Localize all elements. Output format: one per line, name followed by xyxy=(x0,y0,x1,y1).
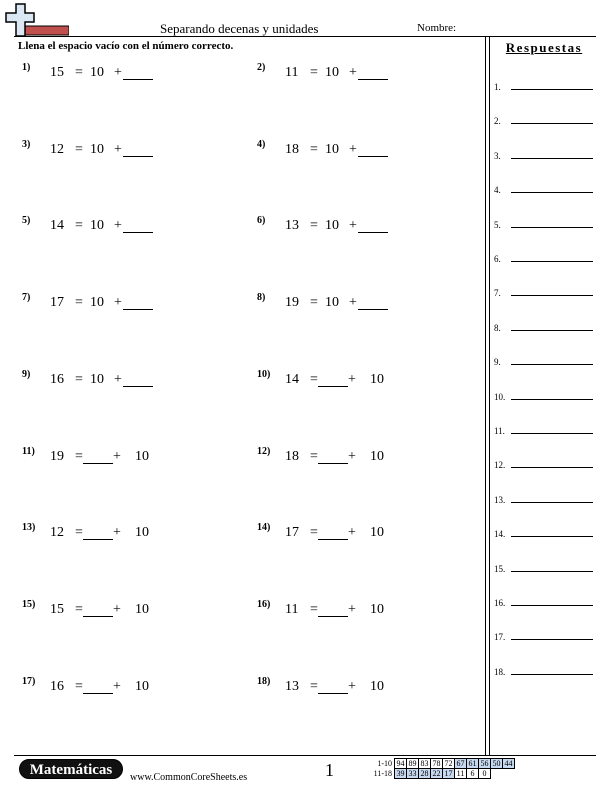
score-cell: 11 xyxy=(455,769,467,779)
problem-number: 10) xyxy=(257,368,271,380)
number: 18 xyxy=(285,448,299,464)
answer-number: 5. xyxy=(494,219,501,230)
answer-line[interactable] xyxy=(494,422,594,436)
number: 10 xyxy=(325,65,339,80)
plus-sign: + xyxy=(349,295,357,311)
number: 10 xyxy=(370,525,384,541)
number: 10 xyxy=(370,678,384,694)
answer-number: 6. xyxy=(494,254,501,264)
plus-sign: + xyxy=(349,141,357,157)
score-cell: 61 xyxy=(468,759,477,768)
plus-sign: + xyxy=(348,525,356,541)
score-row xyxy=(370,769,515,779)
answer-number: 8. xyxy=(494,322,501,333)
problem-number: 1) xyxy=(22,62,31,73)
score-cell: 50 xyxy=(492,759,501,768)
equals-sign: = xyxy=(75,295,83,311)
answer-line[interactable] xyxy=(494,319,594,333)
answer-line[interactable] xyxy=(494,456,594,470)
site-url: www.CommonCoreSheets.es xyxy=(130,772,248,783)
answer-line[interactable] xyxy=(494,663,594,677)
number: 17 xyxy=(285,525,299,541)
answer-number: 9. xyxy=(494,357,501,368)
problem xyxy=(257,215,457,238)
problem xyxy=(257,445,457,469)
answer-line[interactable] xyxy=(494,560,594,574)
problem-number: 3) xyxy=(22,138,31,150)
number: 11 xyxy=(285,65,299,80)
equals-sign: = xyxy=(310,601,318,617)
plus-sign: + xyxy=(114,218,122,234)
answer-blank[interactable] xyxy=(123,232,153,233)
answer-number: 11. xyxy=(494,426,505,436)
score-cell: 28 xyxy=(420,769,429,778)
score-table xyxy=(370,758,515,779)
answer-number: 14. xyxy=(494,529,506,540)
problem-number: 12) xyxy=(257,445,271,457)
equals-sign: = xyxy=(75,141,83,157)
number: 14 xyxy=(285,371,299,387)
number: 10 xyxy=(90,141,104,157)
answer-column-divider xyxy=(489,37,490,755)
score-cell: 78 xyxy=(432,759,441,768)
answer-line[interactable] xyxy=(494,388,594,402)
answer-blank[interactable] xyxy=(123,79,153,80)
answer-line[interactable] xyxy=(494,250,594,264)
problem xyxy=(22,215,222,238)
problem xyxy=(22,598,222,622)
score-cell: 67 xyxy=(456,759,465,768)
equals-sign: = xyxy=(310,218,318,234)
answer-line[interactable] xyxy=(494,181,594,195)
equals-sign: = xyxy=(75,448,83,464)
problem xyxy=(22,368,222,392)
number: 10 xyxy=(370,371,384,387)
answer-number: 13. xyxy=(494,494,506,505)
answer-blank[interactable] xyxy=(511,502,593,503)
number: 15 xyxy=(50,601,64,617)
answer-blank[interactable] xyxy=(511,192,593,193)
answer-blank[interactable] xyxy=(511,674,593,675)
number: 10 xyxy=(90,218,104,234)
plus-sign: + xyxy=(114,65,122,80)
answer-blank[interactable] xyxy=(511,605,593,606)
number: 10 xyxy=(90,65,104,80)
plus-sign: + xyxy=(348,371,356,387)
answer-blank[interactable] xyxy=(511,467,593,468)
answer-line[interactable] xyxy=(494,147,594,161)
answer-number: 4. xyxy=(494,185,501,196)
number: 10 xyxy=(135,448,149,464)
score-cell: 33 xyxy=(408,769,417,778)
answer-line[interactable] xyxy=(494,525,594,539)
problem-number: 16) xyxy=(257,598,271,610)
problem xyxy=(257,138,457,162)
header-divider xyxy=(14,36,596,37)
answer-column-divider xyxy=(485,37,486,755)
number: 10 xyxy=(90,295,104,311)
number: 19 xyxy=(50,448,64,464)
score-cell: 89 xyxy=(408,759,417,768)
problem-number: 13) xyxy=(22,522,36,534)
answer-blank[interactable] xyxy=(318,386,348,387)
score-cell: 6 xyxy=(467,769,479,779)
answer-number: 18. xyxy=(494,666,506,677)
problem xyxy=(257,62,457,85)
problem xyxy=(22,445,222,469)
number: 10 xyxy=(325,141,339,157)
score-cell: 72 xyxy=(444,759,453,768)
brand-badge: Matemáticas xyxy=(19,759,123,779)
problem xyxy=(257,598,457,622)
number: 10 xyxy=(325,218,339,234)
number: 10 xyxy=(135,678,149,694)
number: 10 xyxy=(135,525,149,541)
problem xyxy=(22,62,222,85)
answer-blank[interactable] xyxy=(83,693,113,694)
answer-blank[interactable] xyxy=(511,89,593,90)
number: 12 xyxy=(50,525,64,541)
answer-blank[interactable] xyxy=(83,463,113,464)
number: 13 xyxy=(285,218,299,234)
number: 19 xyxy=(285,295,299,311)
score-cell: 17 xyxy=(444,769,453,778)
answer-blank[interactable] xyxy=(358,79,388,80)
equals-sign: = xyxy=(310,678,318,694)
footer-divider xyxy=(14,755,596,756)
problem-number: 18) xyxy=(257,675,271,687)
number: 10 xyxy=(370,601,384,617)
answer-blank[interactable] xyxy=(83,539,113,540)
number: 12 xyxy=(50,141,64,157)
equals-sign: = xyxy=(310,448,318,464)
score-cell: 94 xyxy=(396,759,405,768)
answer-blank[interactable] xyxy=(511,227,593,228)
problem xyxy=(257,522,457,545)
answer-blank[interactable] xyxy=(511,433,593,434)
answer-number: 15. xyxy=(494,563,506,574)
plus-sign: + xyxy=(349,218,357,234)
problem-number: 2) xyxy=(257,62,266,73)
answer-line[interactable] xyxy=(494,78,594,92)
answer-number: 17. xyxy=(494,632,506,643)
answer-blank[interactable] xyxy=(318,463,348,464)
equals-sign: = xyxy=(75,65,83,80)
number: 10 xyxy=(90,371,104,387)
plus-logo-icon xyxy=(3,2,69,38)
answer-blank[interactable] xyxy=(511,261,593,262)
number: 10 xyxy=(135,601,149,617)
problem-number: 8) xyxy=(257,292,266,304)
answer-line[interactable] xyxy=(494,216,594,230)
problem-number: 14) xyxy=(257,522,271,534)
answer-number: 2. xyxy=(494,116,501,127)
equals-sign: = xyxy=(75,601,83,617)
problem xyxy=(257,292,457,315)
answer-blank[interactable] xyxy=(511,639,593,640)
name-label: Nombre: xyxy=(417,22,457,34)
answer-blank[interactable] xyxy=(318,616,348,617)
number: 16 xyxy=(50,371,64,387)
answer-line[interactable] xyxy=(494,284,594,298)
answer-blank[interactable] xyxy=(318,693,348,694)
page-number: 1 xyxy=(325,760,334,780)
answer-line[interactable] xyxy=(494,112,594,126)
problem-number: 6) xyxy=(257,215,266,227)
answer-number: 7. xyxy=(494,288,501,299)
answer-blank[interactable] xyxy=(123,309,153,310)
answer-number: 16. xyxy=(494,598,506,608)
score-row-label: 11-18 xyxy=(373,769,392,778)
equals-sign: = xyxy=(75,371,83,387)
score-cell: 83 xyxy=(420,759,429,768)
problem-number: 7) xyxy=(22,292,31,304)
answer-blank[interactable] xyxy=(511,295,593,296)
problem xyxy=(22,292,222,315)
problem-number: 4) xyxy=(257,138,266,150)
plus-sign: + xyxy=(114,295,122,311)
problem-number: 15) xyxy=(22,598,36,610)
plus-sign: + xyxy=(113,601,121,617)
equals-sign: = xyxy=(310,141,318,157)
answer-number: 10. xyxy=(494,391,506,402)
number: 10 xyxy=(370,448,384,464)
problem xyxy=(22,522,222,545)
equals-sign: = xyxy=(75,218,83,234)
plus-sign: + xyxy=(348,601,356,617)
answer-blank[interactable] xyxy=(511,364,593,365)
problem-number: 11) xyxy=(22,445,35,457)
equals-sign: = xyxy=(75,525,83,541)
plus-sign: + xyxy=(113,678,121,694)
equals-sign: = xyxy=(310,371,318,387)
plus-sign: + xyxy=(114,371,122,387)
answer-blank[interactable] xyxy=(511,571,593,572)
score-cell: 56 xyxy=(480,759,489,768)
plus-sign: + xyxy=(348,448,356,464)
answer-line[interactable] xyxy=(494,491,594,505)
score-cell: 0 xyxy=(479,769,491,779)
answer-blank[interactable] xyxy=(83,616,113,617)
score-cell: 44 xyxy=(504,759,513,768)
number: 16 xyxy=(50,678,64,694)
plus-sign: + xyxy=(114,141,122,157)
answer-line[interactable] xyxy=(494,594,594,608)
answer-blank[interactable] xyxy=(511,123,593,124)
plus-sign: + xyxy=(113,525,121,541)
answer-blank[interactable] xyxy=(358,309,388,310)
problem-number: 9) xyxy=(22,368,31,380)
plus-sign: + xyxy=(348,678,356,694)
plus-sign: + xyxy=(113,448,121,464)
instructions: Llena el espacio vacío con el número correcto. xyxy=(18,40,234,52)
score-row xyxy=(370,759,515,769)
answer-blank[interactable] xyxy=(511,399,593,400)
answer-line[interactable] xyxy=(494,628,594,642)
problem-number: 17) xyxy=(22,675,36,687)
problem xyxy=(257,368,457,392)
answer-blank[interactable] xyxy=(511,158,593,159)
score-row-label: 1-10 xyxy=(377,759,392,768)
number: 17 xyxy=(50,295,64,311)
problem xyxy=(22,138,222,162)
answer-blank[interactable] xyxy=(511,536,593,537)
answer-blank[interactable] xyxy=(318,539,348,540)
answer-blank[interactable] xyxy=(358,156,388,157)
score-cell: 22 xyxy=(432,769,441,778)
number: 11 xyxy=(285,601,299,617)
problem-number: 5) xyxy=(22,215,31,227)
plus-sign: + xyxy=(349,65,357,80)
number: 18 xyxy=(285,141,299,157)
answer-number: 3. xyxy=(494,150,501,161)
answer-blank[interactable] xyxy=(123,156,153,157)
score-cell: 39 xyxy=(396,769,405,778)
equals-sign: = xyxy=(75,678,83,694)
equals-sign: = xyxy=(310,525,318,541)
answer-number: 1. xyxy=(494,82,501,92)
number: 13 xyxy=(285,678,299,694)
answers-title: Respuestas xyxy=(505,40,583,55)
problem xyxy=(257,675,457,699)
number: 14 xyxy=(50,218,64,234)
problem xyxy=(22,675,222,699)
answer-blank[interactable] xyxy=(358,232,388,233)
answer-blank[interactable] xyxy=(511,330,593,331)
answer-line[interactable] xyxy=(494,353,594,367)
number: 10 xyxy=(325,295,339,311)
equals-sign: = xyxy=(310,65,318,80)
worksheet-title: Separando decenas y unidades xyxy=(160,21,319,36)
answer-number: 12. xyxy=(494,460,506,471)
number: 15 xyxy=(50,65,64,80)
equals-sign: = xyxy=(310,295,318,311)
answer-blank[interactable] xyxy=(123,386,153,387)
